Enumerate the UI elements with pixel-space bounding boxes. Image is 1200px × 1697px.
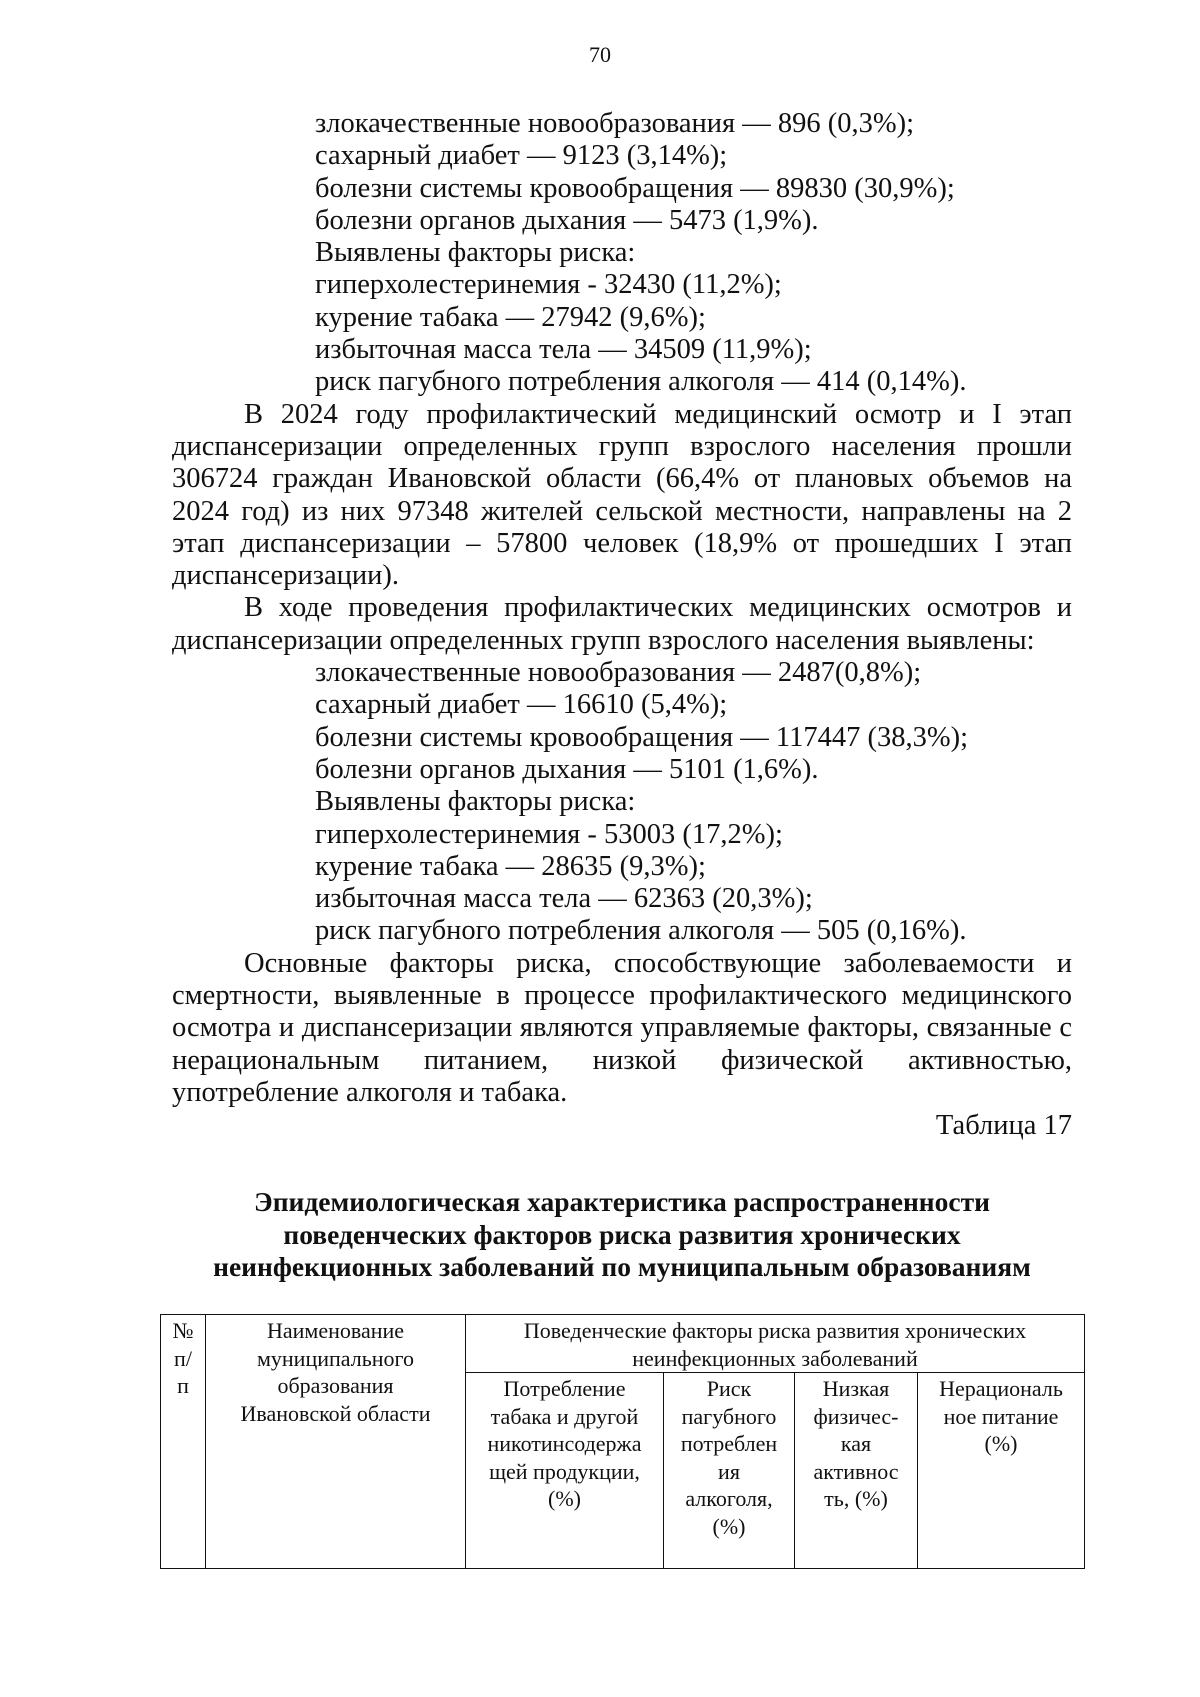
header-municipality bbox=[206, 1315, 466, 1569]
header-number bbox=[161, 1315, 206, 1569]
header-text: (%) bbox=[712, 1513, 746, 1539]
table-title-line: неинфекционных заболеваний по муниципальным образованиям bbox=[213, 1251, 1031, 1282]
list-item: гиперхолестеринемия - 53003 (17,2%); bbox=[315, 818, 783, 850]
list-item: Выявлены факторы риска: bbox=[315, 237, 636, 269]
diseases-list-previous bbox=[172, 108, 1072, 399]
list-item: сахарный диабет — 16610 (5,4%); bbox=[315, 689, 728, 721]
header-text: п bbox=[177, 1373, 189, 1398]
list-item: сахарный диабет — 9123 (3,14%); bbox=[315, 140, 728, 172]
header-text: физичес- bbox=[813, 1403, 899, 1429]
header-physical-activity bbox=[795, 1373, 918, 1569]
header-text: (%) bbox=[548, 1486, 581, 1511]
header-text: № bbox=[172, 1318, 194, 1343]
header-text: Риск bbox=[706, 1376, 752, 1401]
table-title-line: поведенческих факторов риска развития хронических bbox=[283, 1218, 961, 1250]
header-tobacco bbox=[466, 1373, 664, 1569]
list-item: болезни системы кровообращения — 117447 (38,3%); bbox=[315, 721, 968, 753]
header-text: ия bbox=[718, 1458, 740, 1484]
header-nutrition bbox=[918, 1373, 1085, 1569]
header-text: потреблен bbox=[680, 1431, 778, 1456]
table-title bbox=[172, 1186, 1072, 1284]
header-text: Наименование bbox=[266, 1318, 405, 1343]
list-item: риск пагубного потребления алкоголя — 505 (0,16%). bbox=[315, 915, 967, 947]
header-risk-factors-group bbox=[466, 1315, 1085, 1373]
list-item: гиперхолестеринемия - 32430 (11,2%); bbox=[315, 269, 782, 301]
header-text: алкоголя, bbox=[685, 1486, 773, 1511]
table-label: Таблица 17 bbox=[935, 1110, 1072, 1142]
header-text: щей продукции, bbox=[489, 1458, 640, 1484]
header-text: муниципального bbox=[256, 1345, 414, 1371]
list-item: курение табака — 27942 (9,6%); bbox=[315, 301, 706, 333]
list-item: Выявлены факторы риска: bbox=[315, 786, 636, 818]
list-item: риск пагубного потребления алкоголя — 414 (0,14%). bbox=[315, 366, 967, 398]
page-number: 70 bbox=[589, 42, 611, 67]
list-item: курение табака — 28635 (9,3%); bbox=[315, 850, 706, 882]
paragraph-detected-intro: В ходе проведения профилактических медицинских осмотров и диспансеризации определенных групп взрослого населения выявлены: bbox=[172, 592, 1072, 656]
header-text: пагубного bbox=[681, 1403, 777, 1429]
list-item: избыточная масса тела — 34509 (11,9%); bbox=[315, 334, 812, 366]
header-text: неинфекционных заболеваний bbox=[632, 1345, 918, 1371]
header-text: активнос bbox=[813, 1458, 899, 1484]
list-item: злокачественные новообразования — 896 (0,3%); bbox=[315, 108, 915, 139]
header-text: Потребление bbox=[503, 1376, 626, 1401]
header-text: п/ bbox=[174, 1345, 192, 1371]
header-text: ное питание bbox=[943, 1403, 1059, 1429]
header-text: Нерациональ bbox=[939, 1376, 1063, 1401]
header-text: образования bbox=[277, 1373, 394, 1398]
list-item: болезни органов дыхания — 5101 (1,6%). bbox=[315, 753, 819, 785]
list-item: болезни системы кровообращения — 89830 (30,9%); bbox=[315, 172, 955, 204]
header-alcohol bbox=[664, 1373, 795, 1569]
header-text: никотинсодержа bbox=[487, 1431, 642, 1456]
list-item: болезни органов дыхания — 5473 (1,9%). bbox=[315, 204, 819, 236]
risk-factors-table bbox=[160, 1314, 1085, 1569]
header-text: кая bbox=[840, 1431, 872, 1456]
header-text: Поведенческие факторы риска развития хронических bbox=[523, 1318, 1027, 1343]
header-text: Низкая bbox=[822, 1376, 890, 1401]
paragraph-2024-screening: В 2024 году профилактический медицинский осмотр и I этап диспансеризации определенных групп взрослого населения прошли 306724 граждан Ивановской области (66,4% от плановых объемов на 2024 год) из них 97348 жителей сельской местности, направлены на 2 этап диспансеризации – 57800 человек (18,9% от прошедших I этап диспансеризации). bbox=[172, 398, 1072, 592]
header-text: табака и другой bbox=[490, 1403, 639, 1429]
paragraph-risk-factors: Основные факторы риска, способствующие заболеваемости и смертности, выявленные в процессе профилактического медицинского осмотра и диспансеризации являются управляемые факторы, связанные с нерациональным питанием, низкой физической активностью, употребление алкоголя и табака. bbox=[172, 947, 1072, 1108]
header-text: Ивановской области bbox=[240, 1400, 431, 1426]
table-title-line: Эпидемиологическая характеристика распространенности bbox=[254, 1186, 990, 1217]
list-item: избыточная масса тела — 62363 (20,3%); bbox=[315, 883, 813, 915]
header-text: (%) bbox=[984, 1431, 1018, 1456]
diseases-list-2024 bbox=[172, 657, 1072, 948]
list-item: злокачественные новообразования — 2487(0,8%); bbox=[315, 657, 922, 689]
document-body bbox=[172, 108, 1072, 1143]
header-text: ть, (%) bbox=[824, 1486, 888, 1511]
